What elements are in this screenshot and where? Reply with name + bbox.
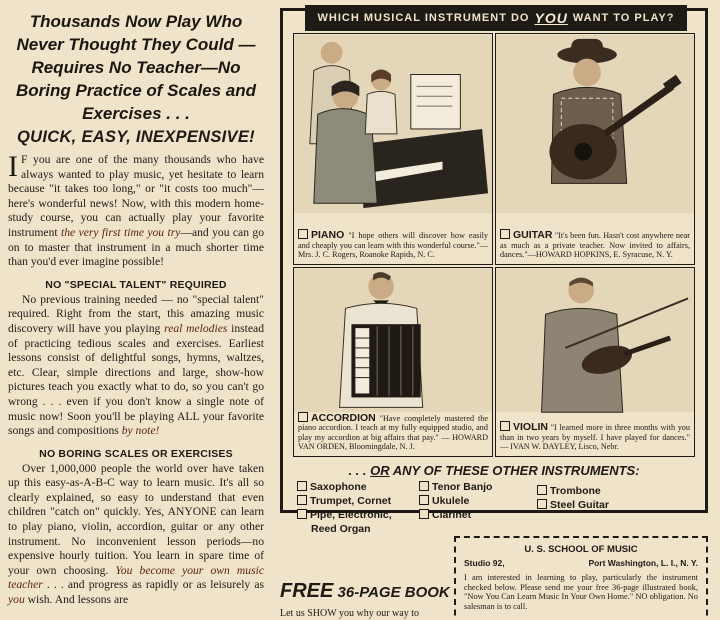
subheadline: QUICK, EASY, INEXPENSIVE! xyxy=(17,128,255,146)
headline: Thousands Now Play Who Never Thought They Could —Requires No Teacher—No Boring Practice of Scales and Exercises . . . xyxy=(16,12,256,123)
accordion-panel xyxy=(293,267,493,457)
option-trumpet[interactable] xyxy=(297,495,391,507)
intro-italic: the very first time you try xyxy=(61,225,181,239)
violin-checkbox[interactable] xyxy=(500,421,510,431)
violin-caption xyxy=(500,421,690,452)
ukulele-label: Ukulele xyxy=(432,495,470,507)
talent-text-a: No previous training needed — no "special talent" required. Right from the start, this amazing music discovery will have you playing xyxy=(8,292,264,335)
scales-italic: You become your own music teacher xyxy=(8,563,264,592)
accordion-checkbox[interactable] xyxy=(298,412,308,422)
guitar-caption xyxy=(500,229,690,260)
option-pipe-organ[interactable] xyxy=(297,509,392,521)
accordion-photo xyxy=(294,268,492,413)
option-steel-guitar[interactable] xyxy=(537,499,609,511)
option-saxophone[interactable] xyxy=(297,481,367,493)
other-or: OR xyxy=(370,463,390,478)
trumpet-label: Trumpet, Cornet xyxy=(310,495,392,507)
other-ellipsis: . . . xyxy=(348,463,367,478)
intro-text-a: F you are one of the many thousands who have always wanted to play music, yet hesitate to learn because "it takes too long," or "it costs too much"—here's wonderful news! Now, with this modern home-study course, you can actually play your favorite instrument xyxy=(8,153,264,239)
option-reed-organ xyxy=(311,523,371,535)
guitar-testimonial: "It's been fun. Hasn't cost anywhere near as much as a private teacher. Now invited to affairs, dances."—HOWARD HOPKINS, E. Syracuse, N. Y. xyxy=(500,231,690,260)
violin-label: VIOLIN xyxy=(513,421,549,434)
piano-testimonial: "I hope others will discover how easily and cheaply you can learn with this wonderful course."—Mrs. J. C. Rogers, Roanoke Rapids, N. C. xyxy=(298,231,488,260)
violin-photo xyxy=(496,268,694,413)
coupon-text: I am interested in learning to play, particularly the instrument checked below. Please send me your free 36-page illustrated book, "Now You Can Learn Music In Your Own Home." NO obligation. No salesman is to call. xyxy=(464,573,698,611)
guitar-panel xyxy=(495,33,695,265)
section-heading-scales: NO BORING SCALES OR EXERCISES xyxy=(39,447,233,460)
paragraph-scales xyxy=(8,462,264,608)
trombone-label: Trombone xyxy=(550,485,601,497)
piano-photo xyxy=(294,34,492,214)
piano-checkbox[interactable] xyxy=(298,229,308,239)
ukulele-checkbox[interactable] xyxy=(419,495,429,505)
scales-text-c: wish. And lessons are xyxy=(24,593,129,607)
piano-caption xyxy=(298,229,488,260)
banner-text-post: WANT TO PLAY? xyxy=(572,12,675,24)
free-book-heading xyxy=(280,580,450,603)
coupon-address: Port Washington, L. I., N. Y. xyxy=(588,558,698,568)
tenor-banjo-checkbox[interactable] xyxy=(419,481,429,491)
coupon-address-line xyxy=(464,558,698,568)
accordion-testimonial: "Have completely mastered the piano accordion. I teach at my fully equipped studio, and play my accordion at big affairs that pay." — HOWARD VAN ORDEN, Bloomingdale, N. J. xyxy=(298,413,488,452)
reed-organ-label: Reed Organ xyxy=(311,523,371,535)
saxophone-label: Saxophone xyxy=(310,481,367,493)
paragraph-talent xyxy=(8,293,264,439)
other-title: ANY OF THESE OTHER INSTRUMENTS: xyxy=(392,463,640,478)
free-word: FREE xyxy=(280,580,334,602)
banner-you: YOU xyxy=(534,10,568,26)
accordion-label: ACCORDION xyxy=(311,411,376,424)
saxophone-checkbox[interactable] xyxy=(297,481,307,491)
option-tenor-banjo[interactable] xyxy=(419,481,492,493)
instrument-banner xyxy=(305,5,687,31)
instrument-panel xyxy=(280,8,708,620)
section-heading-talent: NO "SPECIAL TALENT" REQUIRED xyxy=(45,278,227,291)
guitar-photo xyxy=(496,34,694,214)
instrument-frame xyxy=(280,8,708,535)
steel-guitar-label: Steel Guitar xyxy=(550,499,609,511)
talent-italic-1: real melodies xyxy=(164,321,228,335)
article-column xyxy=(0,0,272,620)
coupon-school-name: U. S. SCHOOL OF MUSIC xyxy=(524,544,638,555)
accordion-caption xyxy=(298,412,488,452)
piano-panel xyxy=(293,33,493,265)
option-clarinet[interactable] xyxy=(419,509,471,521)
option-ukulele[interactable] xyxy=(419,495,469,507)
tenor-banjo-label: Tenor Banjo xyxy=(432,481,493,493)
free-rest: 36-PAGE BOOK xyxy=(333,584,450,601)
guitar-label: GUITAR xyxy=(513,229,553,242)
order-coupon[interactable] xyxy=(454,536,708,620)
scales-text-a: Over 1,000,000 people the world over have taken up this easy-as-A-B-C way to learn music. It's all so clearly explained, so easy to understand that even children "catch on" quickly. Yes, ANYONE can learn to play piano, violin, accordion, guitar or any other instrument. No inconvenient lesson periods—no expensive hourly tuition. You learn in spare time of your own choosing. xyxy=(8,461,264,577)
other-instruments-heading xyxy=(293,463,695,478)
clarinet-checkbox[interactable] xyxy=(419,509,429,519)
guitar-checkbox[interactable] xyxy=(500,229,510,239)
paragraph-intro xyxy=(8,150,264,270)
scales-italic-2: you xyxy=(8,593,25,607)
option-trombone[interactable] xyxy=(537,485,601,497)
trumpet-checkbox[interactable] xyxy=(297,495,307,505)
violin-testimonial: "I learned more in three months with you than in two years by myself. I have played for dances." — IVAN W. DAYLEY, Lisco, Nebr. xyxy=(500,423,690,452)
intro-text-b: —and you can go on to master that instrument in a much shorter time than you'd ever imagine possible! xyxy=(8,225,264,269)
scales-text-b: . . . and progress as rapidly or as leisurely as xyxy=(42,578,264,592)
talent-text-b: instead of practicing tedious scales and exercises. Earliest lessons consist of delightful songs, hymns, waltzes, etc. Clear, simple directions and large, show-how pictures teach you exactly what to do, so you can't go wrong . . . even if you don't know a single note of music now! Soon you'll be playing ALL your favorite songs and compositions xyxy=(8,321,264,438)
clarinet-label: Clarinet xyxy=(432,509,472,521)
talent-italic-2: by note! xyxy=(121,424,160,438)
coupon-studio: Studio 92, xyxy=(464,558,505,568)
free-book-subtext: Let us SHOW you why our way to xyxy=(280,608,419,619)
steel-guitar-checkbox[interactable] xyxy=(537,499,547,509)
trombone-checkbox[interactable] xyxy=(537,485,547,495)
pipe-organ-label: Pipe, Electronic, xyxy=(310,509,392,521)
banner-text-pre: WHICH MUSICAL INSTRUMENT DO xyxy=(317,12,530,24)
violin-panel xyxy=(495,267,695,457)
pipe-organ-checkbox[interactable] xyxy=(297,509,307,519)
piano-label: PIANO xyxy=(311,229,345,242)
dropcap: I xyxy=(8,150,18,183)
